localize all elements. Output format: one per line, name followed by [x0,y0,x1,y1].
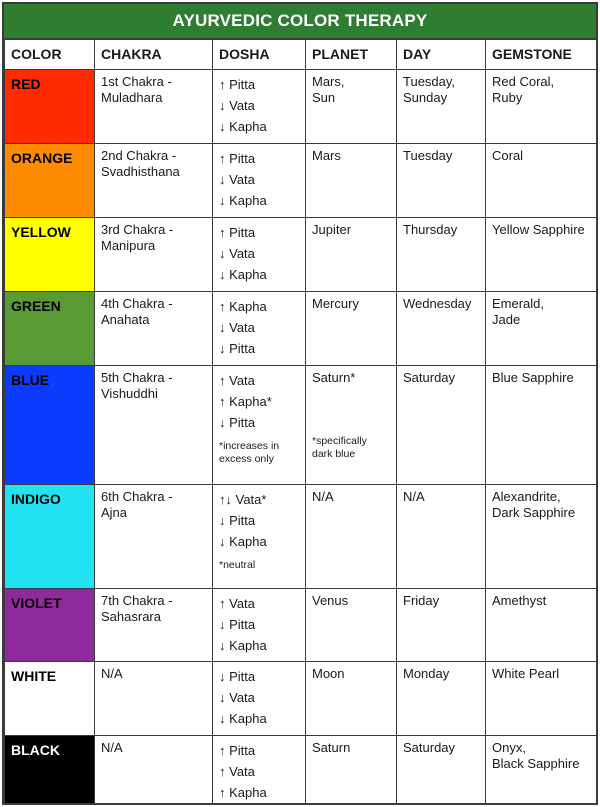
planet-cell [306,292,397,366]
day-cell: Tuesday [397,144,486,218]
table-row [5,485,597,589]
day-cell: Tuesday, Sunday [397,70,486,144]
dosha-line: ↑ Vata [219,596,255,611]
day-cell: Friday [397,589,486,662]
dosha-cell [213,70,306,144]
planet-footnote: *specifically dark blue [312,435,367,460]
dosha-line: ↓ Pitta [219,341,256,356]
table-row [5,589,597,662]
planet-cell [306,366,397,485]
gemstone-cell: Red Coral, Ruby [486,70,597,144]
dosha-line: ↓ Kapha [219,267,267,282]
dosha-cell [213,218,306,292]
dosha-line: ↓ Vata [219,320,255,335]
dosha-line: ↓ Vata [219,246,255,261]
dosha-line: ↑ Kapha [219,299,267,314]
day-cell: N/A [397,485,486,589]
gemstone-cell: Amethyst [486,589,597,662]
gemstone-cell: Emerald, Jade [486,292,597,366]
dosha-line: ↓ Vata [219,690,255,705]
dosha-line: ↑ Pitta [219,225,256,240]
dosha-cell [213,485,306,589]
header-chakra: CHAKRA [95,40,213,70]
chakra-cell: 5th Chakra - Vishuddhi [95,366,213,485]
chakra-cell: 1st Chakra - Muladhara [95,70,213,144]
color-therapy-table [4,39,597,805]
dosha-line: ↑ Kapha [219,785,267,800]
dosha-line: ↓ Kapha [219,638,267,653]
planet-text: Saturn [312,740,351,755]
color-cell: ORANGE [5,144,95,218]
dosha-line: ↓ Pitta [219,669,256,684]
planet-cell [306,144,397,218]
planet-cell [306,736,397,806]
dosha-line: ↓ Vata [219,98,255,113]
dosha-footnote: *neutral [219,559,256,571]
color-cell: GREEN [5,292,95,366]
gemstone-cell: Alexandrite, Dark Sapphire [486,485,597,589]
gemstone-cell: Coral [486,144,597,218]
table-row [5,70,597,144]
chakra-cell: 2nd Chakra - Svadhisthana [95,144,213,218]
chakra-cell: 4th Chakra - Anahata [95,292,213,366]
dosha-line: ↑↓ Vata* [219,492,267,507]
planet-cell [306,218,397,292]
chakra-cell: N/A [95,662,213,736]
table-row [5,736,597,806]
planet-text: N/A [312,489,334,504]
dosha-line: ↓ Kapha [219,193,267,208]
planet-text: Mars, Sun [312,74,345,105]
header-planet: PLANET [306,40,397,70]
chakra-cell: 3rd Chakra - Manipura [95,218,213,292]
chakra-cell: N/A [95,736,213,806]
table-row [5,218,597,292]
gemstone-cell: White Pearl [486,662,597,736]
day-cell: Monday [397,662,486,736]
dosha-line: ↑ Pitta [219,151,256,166]
day-cell: Saturday [397,736,486,806]
color-cell: WHITE [5,662,95,736]
planet-cell [306,662,397,736]
dosha-line: ↓ Kapha [219,711,267,726]
dosha-line: ↑ Vata [219,373,255,388]
planet-text: Venus [312,593,349,608]
dosha-cell [213,366,306,485]
color-cell: VIOLET [5,589,95,662]
dosha-cell [213,662,306,736]
header-color: COLOR [5,40,95,70]
dosha-line: ↓ Pitta [219,513,256,528]
dosha-line: ↑ Vata [219,764,255,779]
planet-text: Mars [312,148,341,163]
dosha-line: ↓ Kapha [219,534,267,549]
gemstone-cell: Yellow Sapphire [486,218,597,292]
header-day: DAY [397,40,486,70]
planet-cell [306,589,397,662]
dosha-line: ↓ Pitta [219,415,256,430]
planet-text: Jupiter [312,222,352,237]
planet-text: Mercury [312,296,359,311]
planet-text: Moon [312,666,345,681]
dosha-footnote: *increases in excess only [219,440,280,465]
header-gemstone: GEMSTONE [486,40,597,70]
dosha-cell [213,144,306,218]
day-cell: Wednesday [397,292,486,366]
dosha-cell [213,292,306,366]
color-cell: BLUE [5,366,95,485]
dosha-cell [213,589,306,662]
dosha-line: ↓ Kapha [219,119,267,134]
color-cell: BLACK [5,736,95,806]
day-cell: Thursday [397,218,486,292]
gemstone-cell: Blue Sapphire [486,366,597,485]
planet-cell [306,485,397,589]
chakra-cell: 7th Chakra - Sahasrara [95,589,213,662]
table-row [5,144,597,218]
color-cell: RED [5,70,95,144]
day-cell: Saturday [397,366,486,485]
color-cell: YELLOW [5,218,95,292]
table-body [5,70,597,806]
dosha-line: ↑ Pitta [219,743,256,758]
planet-text: Saturn* [312,370,356,385]
header-row [5,40,597,70]
chakra-cell: 6th Chakra - Ajna [95,485,213,589]
color-therapy-table-container [2,2,598,805]
table-row [5,292,597,366]
dosha-line: ↓ Vata [219,172,255,187]
dosha-line: ↑ Kapha* [219,394,272,409]
color-cell: INDIGO [5,485,95,589]
dosha-cell [213,736,306,806]
dosha-line: ↓ Pitta [219,617,256,632]
planet-cell [306,70,397,144]
table-title: AYURVEDIC COLOR THERAPY [4,4,596,39]
table-row [5,366,597,485]
dosha-line: ↑ Pitta [219,77,256,92]
table-row [5,662,597,736]
header-dosha: DOSHA [213,40,306,70]
gemstone-cell: Onyx, Black Sapphire [486,736,597,806]
